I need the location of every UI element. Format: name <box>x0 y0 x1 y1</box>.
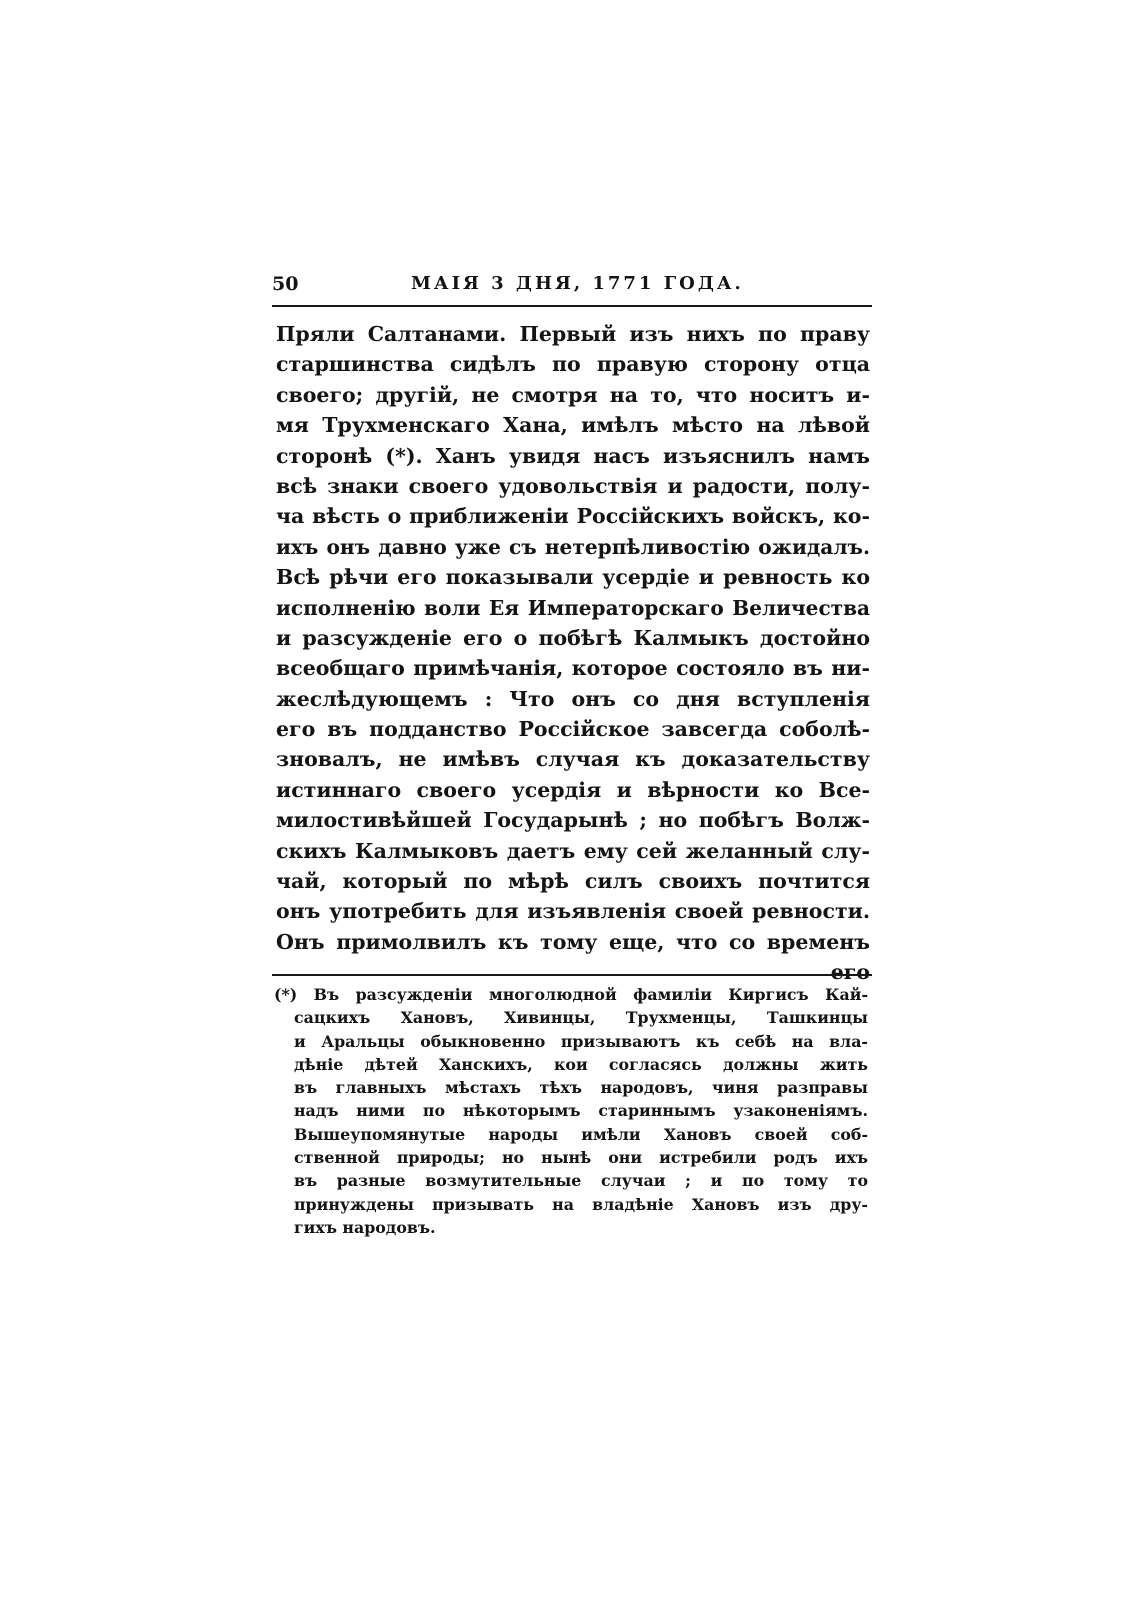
page-header <box>272 273 872 299</box>
text-line: зновалъ, не имѣвъ случая къ доказательству <box>276 747 870 772</box>
footnote-line: Вышеупомянутые народы имѣли Хановъ своей соб- <box>294 1124 868 1144</box>
text-line: ихъ онъ давно уже съ нетерпѣливостію ожидалъ. <box>276 534 870 559</box>
text-line: старшинства сидѣлъ по правую сторону отца <box>276 352 870 377</box>
footnote-line: ственной природы; но нынѣ они истребили родъ ихъ <box>294 1148 868 1168</box>
footnote-line: надъ ними по нѣкоторымъ стариннымъ узаконеніямъ. <box>294 1101 868 1121</box>
footnote-rule <box>272 974 872 976</box>
text-line: всѣ знаки своего удовольствія и радости, полу- <box>276 473 870 498</box>
text-line: Всѣ рѣчи его показывали усердіе и ревность ко <box>276 565 870 590</box>
text-line: истиннаго своего усердія и вѣрности ко Все- <box>276 777 870 802</box>
text-line: Онъ примолвилъ къ тому еще, что со временъ <box>276 929 870 954</box>
text-line: мя Трухменскаго Хана, имѣлъ мѣсто на лѣвой <box>276 413 870 438</box>
footnote-line: дѣніе дѣтей Ханскихъ, кои согласясь должны жить <box>294 1054 868 1074</box>
text-line: жеслѣдующемъ : Что онъ со дня вступленія <box>276 686 870 711</box>
text-line: своего; другій, не смотря на то, что носитъ и- <box>276 382 870 407</box>
header-rule <box>272 305 872 307</box>
main-text <box>276 319 870 988</box>
running-head: МАІЯ 3 ДНЯ, 1771 ГОДА. <box>411 273 744 294</box>
text-line: и разсужденіе его о побѣгѣ Калмыкъ достойно <box>276 625 870 650</box>
text-line: онъ употребить для изъявленія своей ревности. <box>276 899 870 924</box>
text-line: ча вѣсть о приближеніи Россійскихъ войскъ, ко- <box>276 504 870 529</box>
footnote-line: гихъ народовъ. <box>294 1217 436 1237</box>
catchword: его <box>830 960 870 985</box>
footnote-line: въ главныхъ мѣстахъ тѣхъ народовъ, чиня разправы <box>294 1078 868 1098</box>
text-line: всеобщаго примѣчанія, которое состояло въ ни- <box>276 656 870 681</box>
text-line: сторонѣ (*). Ханъ увидя насъ изъяснилъ намъ <box>276 443 870 468</box>
footnote <box>274 983 868 1239</box>
footnote-line: сацкихъ Хановъ, Хивинцы, Трухменцы, Ташкинцы <box>294 1008 868 1028</box>
text-line: чай, который по мѣрѣ силъ своихъ почтится <box>276 869 870 894</box>
text-line: скихъ Калмыковъ даетъ ему сей желанный слу- <box>276 838 870 863</box>
text-line: Пряли Салтанами. Первый изъ нихъ по праву <box>276 322 870 346</box>
text-line: его въ подданство Россійское завсегда соболѣ- <box>276 717 870 742</box>
footnote-line: принуждены призывать на владѣніе Хановъ изъ дру- <box>294 1194 868 1214</box>
text-line: милостивѣйшей Государынѣ ; но побѣгъ Волж- <box>276 808 870 833</box>
footnote-line: (*) Въ разсужденіи многолюдной фамиліи Киргисъ Кай- <box>274 985 868 1004</box>
footnote-line: и Аральцы обыкновенно призываютъ къ себѣ на вла- <box>294 1031 868 1051</box>
page-number: 50 <box>272 273 299 295</box>
footnote-line: въ разные возмутительные случаи ; и по тому то <box>294 1171 868 1191</box>
text-line: исполненію воли Ея Императорскаго Величества <box>276 595 870 620</box>
